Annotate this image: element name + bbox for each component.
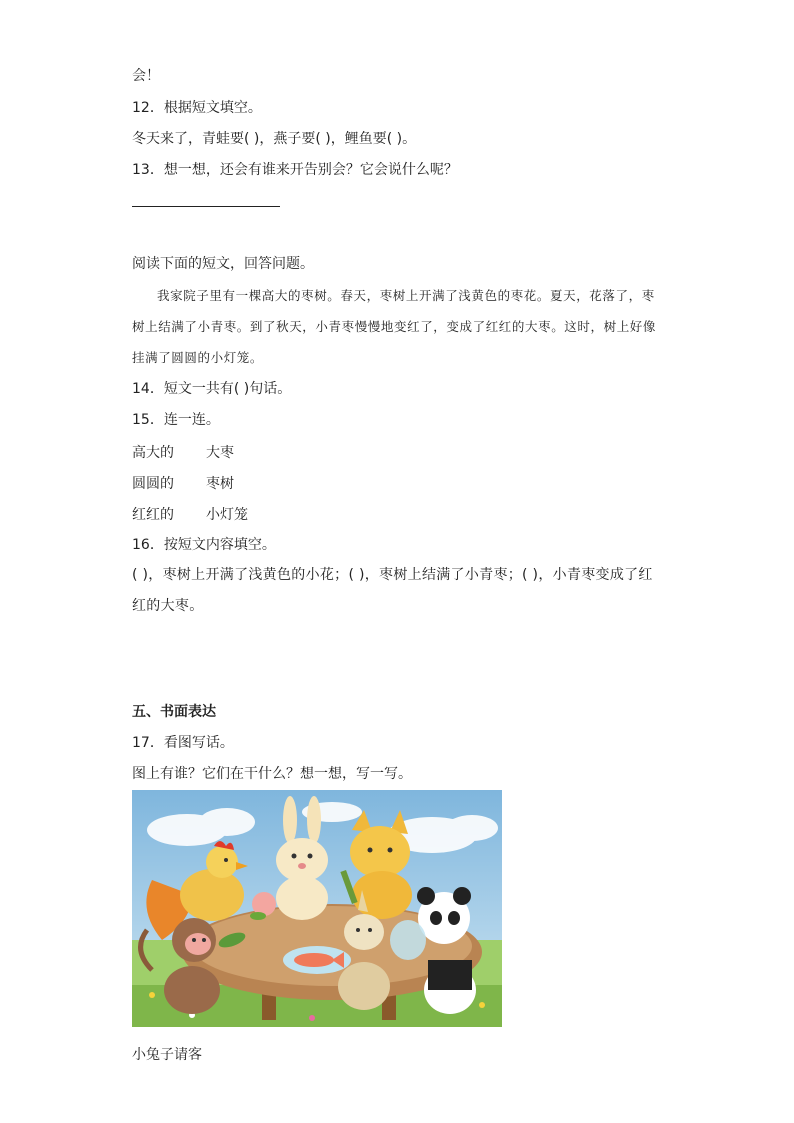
match-right: 枣树 xyxy=(206,476,234,492)
match-right: 大枣 xyxy=(206,445,234,461)
q12-label: 12．根据短文填空。 xyxy=(132,100,262,116)
section-heading: 五、书面表达 xyxy=(132,704,216,720)
illustration-svg xyxy=(132,790,502,1027)
q13-label: 13．想一想，还会有谁来开告别会？它会说什么呢？ xyxy=(132,162,458,178)
q14-text: 14．短文一共有( )句话。 xyxy=(132,381,292,397)
q15-label: 15．连一连。 xyxy=(132,412,220,428)
match-left: 高大的 xyxy=(132,445,174,461)
q17-label: 17．看图写话。 xyxy=(132,735,234,751)
fish-plate xyxy=(283,946,351,974)
passage-text: 我家院子里有一棵高大的枣树。春天，枣树上开满了浅黄色的枣花。夏天，花落了，枣树上结满了小青枣。到了秋天，小青枣慢慢地变红了，变成了红红的大枣。这时，树上好像挂满了圆圆的小灯笼。 xyxy=(132,288,657,365)
match-right: 小灯笼 xyxy=(206,507,248,523)
q16-label: 16．按短文内容填空。 xyxy=(132,537,276,553)
q16-fill-text: ( )，枣树上开满了浅黄色的小花；( )，枣树上结满了小青枣；( )，小青枣变成了红红的大枣。 xyxy=(132,567,653,614)
q13-answer-line[interactable] xyxy=(132,206,280,207)
q17-prompt: 图上有谁？它们在干什么？想一想，写一写。 xyxy=(132,766,412,782)
q12-fill-text: 冬天来了，青蛙要( )，燕子要( )，鲤鱼要( )。 xyxy=(132,131,417,147)
reading-intro: 阅读下面的短文，回答问题。 xyxy=(132,256,314,272)
picture-caption: 小兔子请客 xyxy=(132,1047,202,1063)
match-left: 圆圆的 xyxy=(132,476,174,492)
reading-passage xyxy=(132,280,662,373)
top-fragment: 会！ xyxy=(132,68,160,84)
match-row-2[interactable] xyxy=(132,473,234,493)
match-row-1[interactable] xyxy=(132,442,234,462)
match-row-3[interactable] xyxy=(132,504,248,524)
party-illustration xyxy=(132,790,502,1027)
match-left: 红红的 xyxy=(132,507,174,523)
